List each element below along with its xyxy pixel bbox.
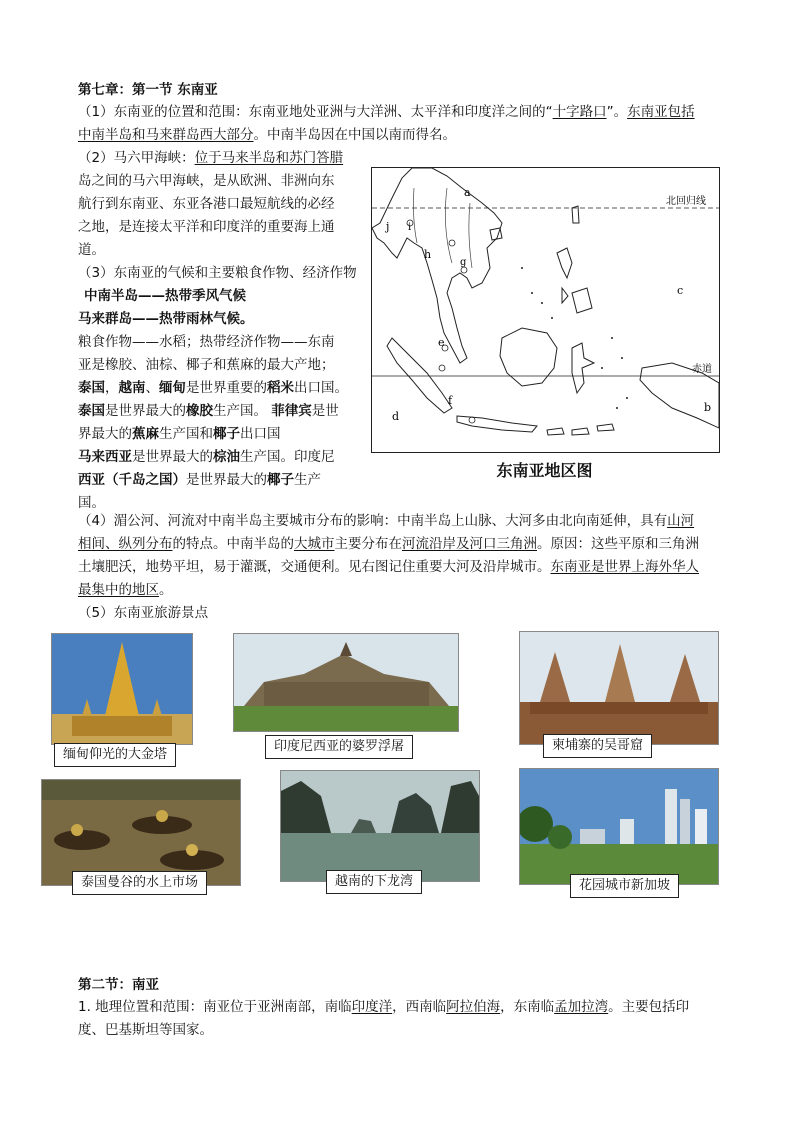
photo-shwedagon — [51, 633, 193, 745]
equator-label: 赤道 — [692, 364, 712, 375]
southeast-asia-map — [371, 167, 720, 453]
map-letter-j: j — [386, 220, 390, 233]
paragraph-climate-crops: （3）东南亚的气候和主要粮食作物、经济作物 中南半岛——热带季风气候 马来群岛——热带雨林气候。 粮食作物——水稻；热带经济作物——东南 亚是橡胶、油棕、椰子和蕉麻的最大产地； 泰国，越南、缅甸是世界重要的稻米出口国。 泰国是世界最大的橡胶生产国。 菲律宾是世 界最大的蕉麻生产国和椰子出口国 马来西亚是世界最大的棕油生产国。印度尼 西亚（千岛之国）是世界最大的椰子生产 国。 — [78, 265, 357, 511]
map-letter-a: a — [464, 186, 471, 199]
halong-bay-image — [281, 771, 479, 881]
map-title: 东南亚地区图 — [496, 461, 593, 480]
angkor-image — [520, 632, 718, 744]
paragraph-south-asia: 1. 地理位置和范围：南亚位于亚洲南部，南临印度洋，西南临阿拉伯海，东南临孟加拉湾。主要包括印 — [78, 999, 690, 1015]
chapter-title: 第七章：第一节 东南亚 — [78, 82, 218, 98]
paragraph-tourism: （5）东南亚旅游景点 — [78, 605, 209, 621]
caption-singapore: 花园城市新加坡 — [570, 874, 679, 898]
map-drawing — [372, 168, 719, 452]
java-outline — [457, 416, 537, 432]
caption-floating-market: 泰国曼谷的水上市场 — [72, 871, 207, 895]
borobudur-image — [234, 634, 458, 731]
paragraph-south-asia-2: 度、巴基斯坦等国家。 — [78, 1022, 213, 1038]
floating-market-image — [42, 780, 240, 885]
photo-angkor — [519, 631, 719, 745]
caption-halong-bay: 越南的下龙湾 — [326, 870, 422, 894]
map-letter-h: h — [424, 248, 432, 261]
photo-floating-market — [41, 779, 241, 886]
photo-singapore — [519, 768, 719, 885]
paragraph-malacca: （2）马六甲海峡：位于马来半岛和苏门答腊 岛之间的马六甲海峡，是从欧洲、非洲向东 航行到东南亚、东亚各港口最短航线的必经 之地，是连接太平洋和印度洋的重要海上通 道。 — [78, 150, 344, 258]
tropic-label: 北回归线 — [666, 196, 706, 207]
island-chain — [547, 424, 614, 435]
philippines-outline — [557, 248, 592, 313]
paragraph-location: （1）东南亚的位置和范围：东南亚地处亚洲与大洋洲、太平洋和印度洋之间的“十字路口”。东南亚包括 — [78, 104, 695, 120]
mainland-outline — [372, 168, 502, 363]
photo-borobudur — [233, 633, 459, 732]
river-1 — [413, 188, 417, 243]
caption-angkor: 柬埔寨的吴哥窟 — [543, 734, 652, 758]
borneo-outline — [500, 328, 557, 386]
sulawesi-outline — [572, 343, 594, 393]
caption-shwedagon: 缅甸仰光的大金塔 — [54, 743, 176, 767]
hainan-outline — [490, 228, 502, 240]
map-letter-i: i — [408, 222, 412, 233]
map-letter-e: e — [438, 336, 445, 349]
section2-title: 第二节：南亚 — [78, 977, 159, 993]
shwedagon-image — [52, 634, 192, 744]
map-letter-g: g — [460, 257, 467, 268]
map-letter-c: c — [677, 284, 684, 297]
paragraph-location-2: 中南半岛和马来群岛西大部分。中南半岛因在中国以南而得名。 — [78, 127, 456, 143]
map-letter-f: f — [448, 394, 453, 407]
paragraph-rivers-cities: （4）湄公河、河流对中南半岛主要城市分布的影响：中南半岛上山脉、大河多由北向南延伸，具有山河 相间、纵列分布的特点。中南半岛的大城市主要分布在河流沿岸及河口三角洲。原因：这些平原和三角洲 土壤肥沃，地势平坦，易于灌溉，交通便利。见右图记住重要大河及沿岸城市。东南亚是世界上海外华人 最集中的地区。 — [78, 513, 699, 598]
map-letter-d: d — [392, 410, 400, 423]
river-3 — [469, 203, 472, 268]
river-2 — [445, 188, 452, 263]
small-islands — [521, 267, 628, 409]
map-letter-b: b — [704, 401, 712, 414]
taiwan-outline — [572, 206, 579, 223]
singapore-image — [520, 769, 718, 884]
photo-halong-bay — [280, 770, 480, 882]
caption-borobudur: 印度尼西亚的婆罗浮屠 — [265, 735, 413, 759]
